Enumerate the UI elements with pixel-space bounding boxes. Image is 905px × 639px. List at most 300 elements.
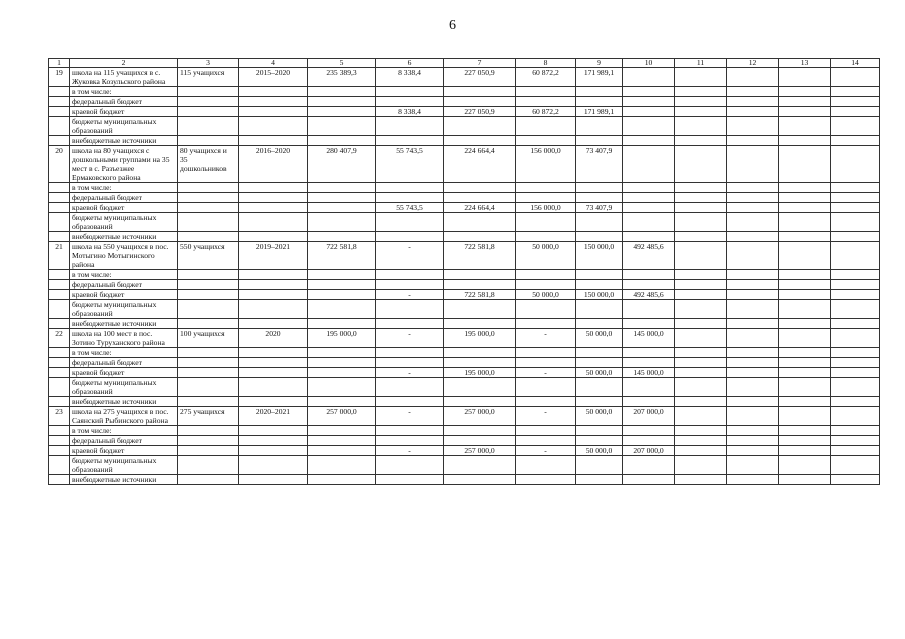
empty-cell — [831, 117, 880, 136]
project-name: школа на 80 учащихся с дошкольными группами на 35 мест в с. Разъезжее Ермаковского района — [70, 146, 178, 183]
empty-cell — [178, 97, 239, 107]
empty-cell — [516, 232, 576, 242]
funding-source-row — [49, 456, 880, 475]
funding-source-label: краевой бюджет — [70, 107, 178, 117]
project-period: 2019–2021 — [239, 242, 308, 270]
empty-cell — [239, 107, 308, 117]
empty-cell — [178, 193, 239, 203]
empty-cell — [623, 270, 675, 280]
empty-cell — [49, 280, 70, 290]
empty-cell — [779, 213, 831, 232]
empty-cell — [239, 475, 308, 485]
empty-cell — [444, 358, 516, 368]
amount-cell — [623, 107, 675, 117]
empty-cell — [444, 117, 516, 136]
funding-source-row — [49, 232, 880, 242]
empty-cell — [308, 117, 376, 136]
funding-source-label: федеральный бюджет — [70, 436, 178, 446]
empty-cell — [675, 329, 727, 348]
empty-cell — [779, 446, 831, 456]
page-number: 6 — [449, 18, 456, 33]
amount-cell: 8 338,4 — [376, 107, 444, 117]
empty-cell — [576, 280, 623, 290]
empty-cell — [308, 456, 376, 475]
empty-cell — [675, 213, 727, 232]
empty-cell — [308, 397, 376, 407]
empty-cell — [831, 280, 880, 290]
empty-cell — [444, 397, 516, 407]
amount-cell: 150 000,0 — [576, 242, 623, 270]
amount-cell — [623, 146, 675, 183]
empty-cell — [516, 456, 576, 475]
empty-cell — [623, 117, 675, 136]
funding-source-row — [49, 280, 880, 290]
empty-cell — [623, 378, 675, 397]
empty-cell — [49, 232, 70, 242]
empty-cell — [779, 183, 831, 193]
empty-cell — [516, 475, 576, 485]
empty-cell — [178, 117, 239, 136]
empty-cell — [727, 213, 779, 232]
empty-cell — [308, 446, 376, 456]
amount-cell: 171 989,1 — [576, 107, 623, 117]
empty-cell — [675, 146, 727, 183]
project-row — [49, 407, 880, 426]
empty-cell — [727, 87, 779, 97]
empty-cell — [376, 426, 444, 436]
project-total: 280 407,9 — [308, 146, 376, 183]
empty-cell — [675, 426, 727, 436]
empty-cell — [376, 319, 444, 329]
empty-cell — [675, 378, 727, 397]
empty-cell — [178, 426, 239, 436]
empty-cell — [576, 117, 623, 136]
amount-cell: 150 000,0 — [576, 290, 623, 300]
empty-cell — [779, 87, 831, 97]
empty-cell — [623, 456, 675, 475]
empty-cell — [576, 213, 623, 232]
empty-cell — [239, 183, 308, 193]
column-header: 2 — [70, 59, 178, 68]
empty-cell — [308, 358, 376, 368]
empty-cell — [623, 436, 675, 446]
empty-cell — [376, 378, 444, 397]
empty-cell — [308, 183, 376, 193]
empty-cell — [779, 203, 831, 213]
empty-cell — [727, 426, 779, 436]
empty-cell — [376, 136, 444, 146]
empty-cell — [444, 270, 516, 280]
empty-cell — [779, 407, 831, 426]
empty-cell — [831, 300, 880, 319]
empty-cell — [675, 446, 727, 456]
amount-cell: 145 000,0 — [623, 368, 675, 378]
empty-cell — [675, 397, 727, 407]
empty-cell — [623, 426, 675, 436]
empty-cell — [376, 456, 444, 475]
amount-cell: 156 000,0 — [516, 203, 576, 213]
empty-cell — [444, 426, 516, 436]
empty-cell — [516, 319, 576, 329]
amount-cell: 257 000,0 — [444, 446, 516, 456]
empty-cell — [308, 290, 376, 300]
empty-cell — [49, 97, 70, 107]
empty-cell — [376, 193, 444, 203]
funding-source-label: в том числе: — [70, 183, 178, 193]
empty-cell — [516, 348, 576, 358]
empty-cell — [831, 232, 880, 242]
empty-cell — [576, 358, 623, 368]
empty-cell — [239, 213, 308, 232]
column-header: 7 — [444, 59, 516, 68]
empty-cell — [779, 475, 831, 485]
amount-cell: 50 000,0 — [576, 446, 623, 456]
funding-source-row — [49, 213, 880, 232]
empty-cell — [779, 436, 831, 446]
amount-cell: 224 664,4 — [444, 146, 516, 183]
empty-cell — [675, 270, 727, 280]
empty-cell — [178, 87, 239, 97]
empty-cell — [623, 213, 675, 232]
empty-cell — [239, 193, 308, 203]
empty-cell — [516, 136, 576, 146]
empty-cell — [831, 378, 880, 397]
amount-cell: 195 000,0 — [444, 329, 516, 348]
empty-cell — [576, 397, 623, 407]
amount-cell: - — [516, 368, 576, 378]
project-period: 2016–2020 — [239, 146, 308, 183]
empty-cell — [308, 87, 376, 97]
funding-source-row — [49, 136, 880, 146]
empty-cell — [178, 436, 239, 446]
empty-cell — [516, 280, 576, 290]
empty-cell — [178, 456, 239, 475]
empty-cell — [623, 193, 675, 203]
amount-cell: 50 000,0 — [516, 290, 576, 300]
amount-cell: 73 407,9 — [576, 203, 623, 213]
amount-cell: 171 989,1 — [576, 68, 623, 87]
amount-cell: - — [516, 329, 576, 348]
empty-cell — [727, 68, 779, 87]
empty-cell — [239, 300, 308, 319]
project-period: 2015–2020 — [239, 68, 308, 87]
row-number: 20 — [49, 146, 70, 183]
empty-cell — [49, 300, 70, 319]
empty-cell — [444, 87, 516, 97]
empty-cell — [49, 117, 70, 136]
empty-cell — [727, 146, 779, 183]
empty-cell — [675, 242, 727, 270]
empty-cell — [178, 348, 239, 358]
empty-cell — [308, 213, 376, 232]
empty-cell — [576, 378, 623, 397]
amount-cell: - — [376, 290, 444, 300]
empty-cell — [831, 446, 880, 456]
empty-cell — [308, 426, 376, 436]
empty-cell — [675, 97, 727, 107]
amount-cell: 8 338,4 — [376, 68, 444, 87]
empty-cell — [779, 242, 831, 270]
empty-cell — [178, 136, 239, 146]
amount-cell: 50 000,0 — [576, 407, 623, 426]
empty-cell — [623, 300, 675, 319]
funding-source-label: внебюджетные источники — [70, 397, 178, 407]
empty-cell — [444, 136, 516, 146]
funding-source-label: краевой бюджет — [70, 203, 178, 213]
empty-cell — [831, 397, 880, 407]
empty-cell — [727, 203, 779, 213]
empty-cell — [444, 348, 516, 358]
empty-cell — [49, 183, 70, 193]
empty-cell — [831, 348, 880, 358]
amount-cell: 722 581,8 — [444, 290, 516, 300]
funding-source-row — [49, 183, 880, 193]
funding-source-label: внебюджетные источники — [70, 475, 178, 485]
empty-cell — [576, 136, 623, 146]
funding-source-row — [49, 87, 880, 97]
funding-source-row — [49, 290, 880, 300]
empty-cell — [239, 436, 308, 446]
empty-cell — [779, 368, 831, 378]
empty-cell — [239, 378, 308, 397]
empty-cell — [727, 97, 779, 107]
amount-cell: 55 743,5 — [376, 203, 444, 213]
amount-cell: - — [376, 446, 444, 456]
empty-cell — [675, 319, 727, 329]
empty-cell — [49, 203, 70, 213]
project-capacity: 115 учащихся — [178, 68, 239, 87]
column-header: 14 — [831, 59, 880, 68]
funding-source-row — [49, 378, 880, 397]
empty-cell — [308, 193, 376, 203]
project-name: школа на 550 учащихся в пос. Мотыгино Мотыгинского района — [70, 242, 178, 270]
column-header: 11 — [675, 59, 727, 68]
amount-cell: - — [516, 407, 576, 426]
amount-cell: 145 000,0 — [623, 329, 675, 348]
empty-cell — [376, 117, 444, 136]
empty-cell — [675, 117, 727, 136]
empty-cell — [727, 475, 779, 485]
empty-cell — [675, 436, 727, 446]
funding-source-row — [49, 203, 880, 213]
empty-cell — [675, 68, 727, 87]
empty-cell — [675, 358, 727, 368]
empty-cell — [444, 97, 516, 107]
empty-cell — [675, 183, 727, 193]
empty-cell — [49, 270, 70, 280]
funding-source-row — [49, 368, 880, 378]
empty-cell — [675, 193, 727, 203]
empty-cell — [516, 397, 576, 407]
funding-source-row — [49, 436, 880, 446]
empty-cell — [444, 193, 516, 203]
amount-cell: 224 664,4 — [444, 203, 516, 213]
empty-cell — [779, 193, 831, 203]
empty-cell — [779, 136, 831, 146]
amount-cell: 257 000,0 — [444, 407, 516, 426]
empty-cell — [727, 290, 779, 300]
empty-cell — [831, 107, 880, 117]
empty-cell — [376, 397, 444, 407]
amount-cell: 60 872,2 — [516, 68, 576, 87]
funding-source-row — [49, 475, 880, 485]
empty-cell — [516, 117, 576, 136]
funding-source-row — [49, 107, 880, 117]
row-number: 23 — [49, 407, 70, 426]
empty-cell — [576, 456, 623, 475]
project-name: школа на 275 учащихся в пос. Саянский Рыбинского района — [70, 407, 178, 426]
empty-cell — [727, 232, 779, 242]
empty-cell — [178, 300, 239, 319]
row-number: 21 — [49, 242, 70, 270]
empty-cell — [831, 290, 880, 300]
amount-cell — [623, 68, 675, 87]
empty-cell — [576, 319, 623, 329]
empty-cell — [178, 203, 239, 213]
empty-cell — [623, 397, 675, 407]
empty-cell — [779, 348, 831, 358]
empty-cell — [376, 183, 444, 193]
empty-cell — [444, 300, 516, 319]
empty-cell — [727, 300, 779, 319]
funding-source-label: краевой бюджет — [70, 446, 178, 456]
empty-cell — [727, 378, 779, 397]
amount-cell: - — [376, 242, 444, 270]
empty-cell — [444, 183, 516, 193]
empty-cell — [779, 378, 831, 397]
empty-cell — [675, 300, 727, 319]
funding-source-label: краевой бюджет — [70, 290, 178, 300]
project-row — [49, 146, 880, 183]
empty-cell — [831, 213, 880, 232]
empty-cell — [727, 107, 779, 117]
amount-cell: 195 000,0 — [444, 368, 516, 378]
empty-cell — [376, 270, 444, 280]
funding-source-label: внебюджетные источники — [70, 136, 178, 146]
empty-cell — [779, 426, 831, 436]
funding-source-label: федеральный бюджет — [70, 97, 178, 107]
empty-cell — [576, 348, 623, 358]
column-header: 13 — [779, 59, 831, 68]
empty-cell — [376, 87, 444, 97]
empty-cell — [444, 378, 516, 397]
empty-cell — [831, 475, 880, 485]
empty-cell — [675, 456, 727, 475]
empty-cell — [178, 280, 239, 290]
funding-source-label: бюджеты муниципальных образований — [70, 117, 178, 136]
empty-cell — [675, 232, 727, 242]
empty-cell — [308, 475, 376, 485]
empty-cell — [831, 368, 880, 378]
empty-cell — [376, 300, 444, 319]
funding-source-label: федеральный бюджет — [70, 358, 178, 368]
empty-cell — [239, 270, 308, 280]
empty-cell — [49, 436, 70, 446]
project-capacity: 550 учащихся — [178, 242, 239, 270]
empty-cell — [623, 232, 675, 242]
empty-cell — [675, 407, 727, 426]
empty-cell — [727, 193, 779, 203]
project-total: 257 000,0 — [308, 407, 376, 426]
empty-cell — [727, 117, 779, 136]
empty-cell — [49, 456, 70, 475]
column-header: 3 — [178, 59, 239, 68]
empty-cell — [178, 358, 239, 368]
empty-cell — [49, 426, 70, 436]
empty-cell — [779, 68, 831, 87]
empty-cell — [308, 348, 376, 358]
row-number: 19 — [49, 68, 70, 87]
empty-cell — [623, 358, 675, 368]
empty-cell — [831, 407, 880, 426]
empty-cell — [727, 358, 779, 368]
empty-cell — [376, 436, 444, 446]
empty-cell — [675, 107, 727, 117]
row-number: 22 — [49, 329, 70, 348]
empty-cell — [576, 232, 623, 242]
empty-cell — [623, 280, 675, 290]
empty-cell — [831, 136, 880, 146]
project-row — [49, 68, 880, 87]
empty-cell — [576, 270, 623, 280]
empty-cell — [239, 426, 308, 436]
funding-source-row — [49, 426, 880, 436]
empty-cell — [831, 97, 880, 107]
empty-cell — [308, 319, 376, 329]
empty-cell — [516, 97, 576, 107]
empty-cell — [576, 193, 623, 203]
empty-cell — [178, 446, 239, 456]
empty-cell — [576, 87, 623, 97]
empty-cell — [727, 329, 779, 348]
empty-cell — [727, 280, 779, 290]
empty-cell — [376, 97, 444, 107]
funding-source-row — [49, 300, 880, 319]
empty-cell — [831, 270, 880, 280]
empty-cell — [675, 290, 727, 300]
empty-cell — [376, 232, 444, 242]
empty-cell — [831, 426, 880, 436]
column-header: 9 — [576, 59, 623, 68]
empty-cell — [49, 358, 70, 368]
empty-cell — [49, 136, 70, 146]
funding-source-label: в том числе: — [70, 270, 178, 280]
amount-cell: 60 872,2 — [516, 107, 576, 117]
empty-cell — [308, 107, 376, 117]
empty-cell — [576, 183, 623, 193]
amount-cell: - — [376, 407, 444, 426]
empty-cell — [239, 368, 308, 378]
empty-cell — [178, 270, 239, 280]
empty-cell — [675, 87, 727, 97]
empty-cell — [831, 87, 880, 97]
empty-cell — [779, 397, 831, 407]
project-period: 2020 — [239, 329, 308, 348]
empty-cell — [239, 280, 308, 290]
funding-source-label: краевой бюджет — [70, 368, 178, 378]
investment-table — [48, 58, 880, 485]
empty-cell — [49, 378, 70, 397]
column-header: 8 — [516, 59, 576, 68]
empty-cell — [727, 136, 779, 146]
amount-cell: 227 050,9 — [444, 107, 516, 117]
column-header: 12 — [727, 59, 779, 68]
empty-cell — [239, 456, 308, 475]
funding-source-row — [49, 193, 880, 203]
empty-cell — [623, 319, 675, 329]
funding-source-label: бюджеты муниципальных образований — [70, 456, 178, 475]
empty-cell — [727, 348, 779, 358]
